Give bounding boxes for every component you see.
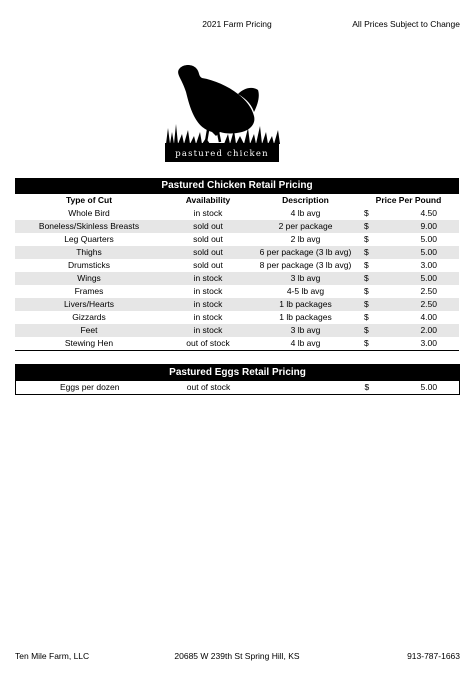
cell-price: 3.00 xyxy=(386,337,459,351)
cell-description: 2 per package xyxy=(253,220,358,233)
cell-availability: sold out xyxy=(193,234,223,244)
cell-description: 4-5 lb avg xyxy=(286,286,325,296)
cell-availability: in stock xyxy=(193,208,223,218)
cell-cut: Stewing Hen xyxy=(15,337,163,351)
chicken-table-title: Pastured Chicken Retail Pricing xyxy=(15,178,459,194)
cell-currency: $ xyxy=(359,381,387,395)
cell-currency: $ xyxy=(358,220,386,233)
cell-currency: $ xyxy=(364,286,369,296)
cell-currency: $ xyxy=(358,324,386,337)
cell-description: 4 lb avg xyxy=(253,337,358,351)
footer-company: Ten Mile Farm, LLC xyxy=(15,651,90,661)
cell-price: 5.00 xyxy=(387,381,460,395)
cell-cut: Feet xyxy=(15,324,163,337)
cell-description: 1 lb packages xyxy=(253,298,358,311)
eggs-table-title: Pastured Eggs Retail Pricing xyxy=(16,365,460,382)
col-type-of-cut: Type of Cut xyxy=(65,195,113,205)
cell-description: 4 lb avg xyxy=(290,208,321,218)
cell-availability: in stock xyxy=(163,324,253,337)
cell-currency: $ xyxy=(358,298,386,311)
logo-text: pastured chicken xyxy=(175,149,269,159)
page-title: 2021 Farm Pricing xyxy=(202,19,272,29)
cell-cut: Livers/Hearts xyxy=(15,298,163,311)
cell-cut: Frames xyxy=(74,286,104,296)
cell-description xyxy=(254,381,359,395)
cell-availability: in stock xyxy=(193,286,223,296)
cell-price: 5.00 xyxy=(386,246,459,259)
cell-availability: out of stock xyxy=(164,381,254,395)
cell-description: 6 per package (3 lb avg) xyxy=(253,246,358,259)
cell-currency: $ xyxy=(358,337,386,351)
cell-cut: Whole Bird xyxy=(68,208,110,218)
cell-cut: Gizzards xyxy=(72,312,106,322)
hen-silhouette-icon xyxy=(165,65,280,162)
cell-cut: Boneless/Skinless Breasts xyxy=(15,220,163,233)
cell-price: 5.00 xyxy=(386,272,459,285)
chicken-pricing-table xyxy=(15,178,459,351)
cell-currency: $ xyxy=(358,272,386,285)
cell-cut: Wings xyxy=(15,272,163,285)
cell-price: 2.00 xyxy=(386,324,459,337)
cell-description: 8 per package (3 lb avg) xyxy=(259,260,352,270)
cell-cut: Eggs per dozen xyxy=(16,381,164,395)
cell-availability: in stock xyxy=(163,272,253,285)
price-notice: All Prices Subject to Change xyxy=(352,19,460,29)
cell-availability: in stock xyxy=(163,298,253,311)
cell-price: 2.50 xyxy=(386,298,459,311)
cell-cut: Drumsticks xyxy=(67,260,111,270)
cell-currency: $ xyxy=(364,208,369,218)
col-availability: Availability xyxy=(185,195,231,205)
cell-description: 1 lb packages xyxy=(279,312,332,322)
col-description: Description xyxy=(282,195,329,205)
cell-price: 5.00 xyxy=(420,234,437,244)
table-row xyxy=(15,311,459,324)
cell-price: 9.00 xyxy=(386,220,459,233)
cell-price: 4.50 xyxy=(420,208,437,218)
col-price-per-pound: Price Per Pound xyxy=(375,195,442,205)
cell-availability: sold out xyxy=(163,246,253,259)
cell-currency: $ xyxy=(364,260,369,270)
table-row xyxy=(15,285,459,298)
table-row xyxy=(15,259,459,272)
cell-cut: Leg Quarters xyxy=(64,234,114,244)
eggs-pricing-table xyxy=(15,364,460,395)
footer-phone: 913-787-1663 xyxy=(407,651,460,661)
cell-availability: in stock xyxy=(193,312,223,322)
cell-availability: sold out xyxy=(163,220,253,233)
cell-currency: $ xyxy=(358,246,386,259)
cell-currency: $ xyxy=(364,234,369,244)
cell-description: 2 lb avg xyxy=(290,234,321,244)
cell-cut: Thighs xyxy=(15,246,163,259)
table-row xyxy=(16,381,460,395)
farm-logo xyxy=(162,62,282,162)
cell-availability: sold out xyxy=(193,260,223,270)
table-row xyxy=(15,337,459,351)
table-row xyxy=(15,233,459,246)
table-row xyxy=(15,220,459,233)
cell-availability: out of stock xyxy=(163,337,253,351)
cell-currency: $ xyxy=(364,312,369,322)
table-row xyxy=(15,272,459,285)
table-row xyxy=(15,207,459,220)
footer-address: 20685 W 239th St Spring Hill, KS xyxy=(174,651,300,661)
cell-description: 3 lb avg xyxy=(253,324,358,337)
cell-price: 3.00 xyxy=(420,260,437,270)
cell-description: 3 lb avg xyxy=(253,272,358,285)
table-row xyxy=(15,298,459,311)
table-row xyxy=(15,324,459,337)
table-row xyxy=(15,246,459,259)
cell-price: 4.00 xyxy=(420,312,437,322)
cell-price: 2.50 xyxy=(420,286,437,296)
